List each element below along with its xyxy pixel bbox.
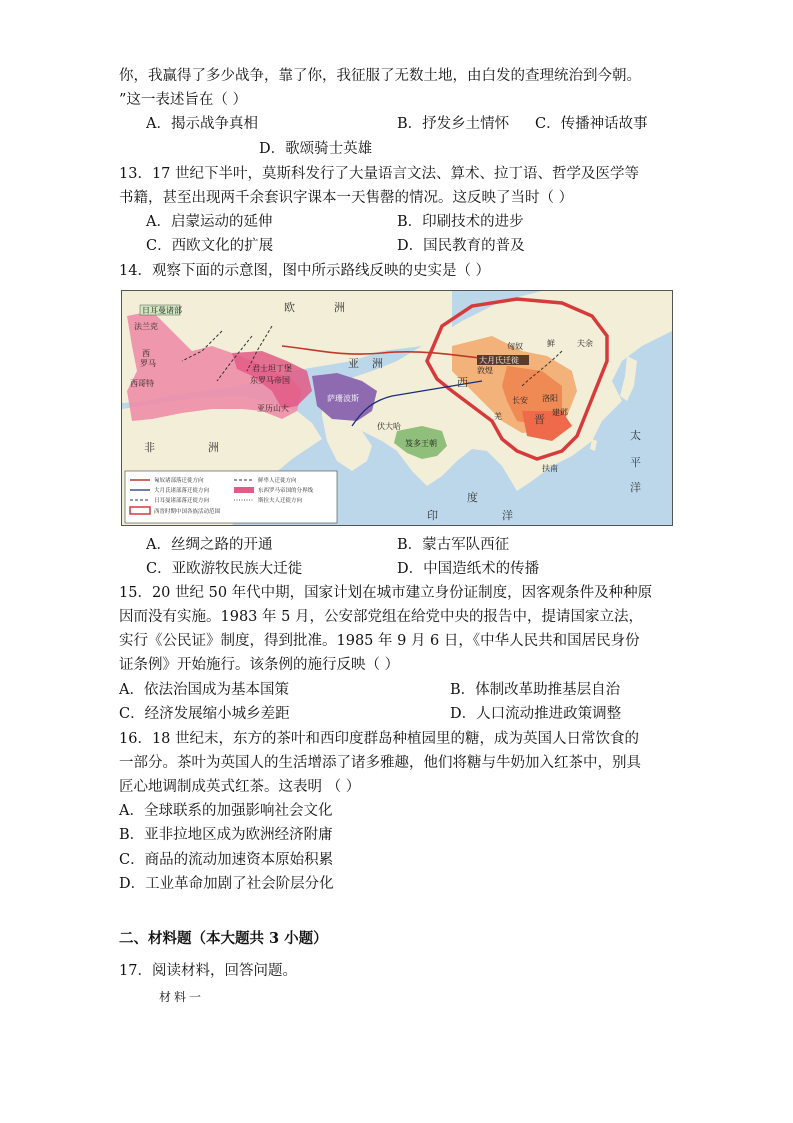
q14-option-b[interactable]: B．蒙古军队西征 — [397, 537, 510, 553]
q15-option-d[interactable]: D．人口流动推进政策调整 — [450, 706, 622, 722]
section2-heading: 二、材料题（本大题共 3 小题） — [119, 930, 328, 947]
legend-item-2: 大月氏诸部落迁徙方向 — [154, 488, 210, 494]
q13-line2: 书籍，甚至出现两千余套识字课本一天售罄的情况。这反映了当时（ ） — [119, 190, 574, 206]
label-xijin-1: 西 — [457, 376, 468, 389]
label-fuyu: 夫余 — [577, 339, 593, 348]
q16-option-d[interactable]: D．工业革命加剧了社会阶层分化 — [119, 876, 334, 892]
legend-item-7: 斯拉夫人迁徙方向 — [258, 498, 303, 504]
q14-option-d[interactable]: D．中国造纸术的传播 — [397, 561, 540, 577]
label-xiongnu: 匈奴 — [507, 342, 523, 351]
map-svg — [122, 291, 672, 525]
q12-option-a[interactable]: A．揭示战争真相 — [146, 116, 258, 132]
legend-item-1: 匈奴诸部落迁徙方向 — [154, 478, 204, 484]
label-gupta: 笈多王朝 — [405, 439, 437, 448]
label-asia1: 亚 — [348, 357, 359, 370]
q13-option-a[interactable]: A．启蒙运动的延伸 — [146, 214, 273, 230]
label-alexandria: 亚历山大 — [257, 404, 289, 413]
label-qiang: 羌 — [494, 412, 502, 421]
label-german-tribes: 日耳曼诸部 — [142, 306, 182, 315]
label-indian1: 印 — [427, 509, 438, 522]
q14-option-c[interactable]: C．亚欧游牧民族大迁徙 — [146, 561, 303, 577]
legend-item-5: 鲜卑人迁徙方向 — [258, 478, 297, 484]
label-pacific3: 洋 — [630, 481, 641, 494]
label-constantinople: 君士坦丁堡 — [252, 364, 292, 373]
q13-option-d[interactable]: D．国民教育的普及 — [397, 238, 525, 254]
q13-option-b[interactable]: B．印刷技术的进步 — [397, 214, 524, 230]
q12-option-d[interactable]: D．歌颂骑士英雄 — [259, 141, 373, 157]
legend-item-3: 日耳曼诸部落迁徙方向 — [154, 498, 210, 504]
q13-line1: 13．17 世纪下半叶，莫斯科发行了大量语言文法、算术、拉丁语、哲学及医学等 — [119, 166, 640, 182]
label-eastrome: 东罗马帝国 — [250, 376, 290, 385]
q16-line3: 匠心地调制成英式红茶。这表明 （ ） — [119, 779, 361, 795]
label-europe1: 欧 — [284, 301, 295, 314]
label-changan: 长安 — [512, 396, 528, 405]
q12-option-c[interactable]: C．传播神话故事 — [535, 116, 648, 132]
label-indian3: 洋 — [502, 509, 513, 522]
q16-line2: 一部分。茶叶为英国人的生活增添了诸多雅趣，他们将糖与牛奶加入红茶中，别具 — [119, 755, 641, 771]
material-one-label: 材料一 — [159, 990, 205, 1004]
label-xijin-2: 晋 — [534, 413, 545, 426]
label-dunhuang: 敦煌 — [477, 366, 493, 375]
label-yuezhi: 大月氏迁徙 — [479, 356, 519, 365]
q15-line4: 证条例》开始施行。该条例的施行反映（ ） — [119, 657, 400, 673]
q14-stem: 14．观察下面的示意图，图中所示路线反映的史实是（ ） — [119, 263, 491, 279]
label-europe2: 洲 — [334, 301, 345, 314]
label-jianye: 建邺 — [552, 408, 568, 417]
q14-option-a[interactable]: A．丝绸之路的开通 — [146, 537, 273, 553]
migration-map — [121, 290, 673, 526]
q15-option-b[interactable]: B．体制改革助推基层自治 — [450, 682, 621, 698]
q15-option-a[interactable]: A．依法治国成为基本国策 — [119, 682, 289, 698]
label-rome-w2: 罗马 — [140, 359, 156, 368]
q13-option-c[interactable]: C．西欧文化的扩展 — [146, 238, 274, 254]
q15-line2: 因而没有实施。1983 年 5 月，公安部党组在给党中央的报告中，提请国家立法， — [119, 609, 643, 625]
label-sasanian: 萨珊波斯 — [327, 394, 359, 403]
q16-option-a[interactable]: A．全球联系的加强影响社会文化 — [119, 803, 333, 819]
q15-line1: 15．20 世纪 50 年代中期，国家计划在城市建立身份证制度，因客观条件及种种原 — [119, 585, 653, 601]
q15-option-c[interactable]: C．经济发展缩小城乡差距 — [119, 706, 290, 722]
q16-option-b[interactable]: B．亚非拉地区成为欧洲经济附庸 — [119, 827, 333, 843]
label-africa2: 洲 — [208, 441, 219, 454]
label-goths: 西哥特 — [130, 379, 154, 388]
label-funan: 扶南 — [542, 464, 558, 473]
label-kashgar: 伏大哈 — [377, 422, 401, 431]
q12-line1: 你，我赢得了多少战争，靠了你，我征服了无数土地，由白发的查理统治到今朝。 — [119, 68, 641, 84]
legend-item-4: 西晋时期中国各族活动范围 — [154, 509, 221, 515]
label-franks: 法兰克 — [134, 322, 158, 331]
q12-option-b[interactable]: B．抒发乡土情怀 — [397, 116, 510, 132]
map-legend — [125, 471, 337, 523]
label-rome-w: 西 — [142, 349, 150, 358]
land-japan — [620, 356, 637, 401]
label-africa1: 非 — [144, 441, 155, 454]
q17-stem: 17．阅读材料，回答问题。 — [119, 963, 297, 979]
label-pacific1: 太 — [630, 429, 641, 442]
label-luoyang: 洛阳 — [542, 394, 558, 403]
legend-item-6: 东西罗马帝国的分界线 — [258, 488, 314, 494]
q12-line2: ”这一表述旨在（ ） — [119, 92, 248, 108]
label-xianbei: 鲜 — [547, 339, 555, 348]
label-pacific2: 平 — [630, 456, 641, 469]
q15-line3: 实行《公民证》制度，得到批准。1985 年 9 月 6 日，《中华人民共和国居民身份 — [119, 633, 640, 649]
label-asia2: 洲 — [372, 357, 383, 370]
q16-option-c[interactable]: C．商品的流动加速资本原始积累 — [119, 852, 334, 868]
q16-line1: 16．18 世纪末，东方的茶叶和西印度群岛种植园里的糖，成为英国人日常饮食的 — [119, 731, 640, 747]
label-indian2: 度 — [467, 491, 478, 504]
